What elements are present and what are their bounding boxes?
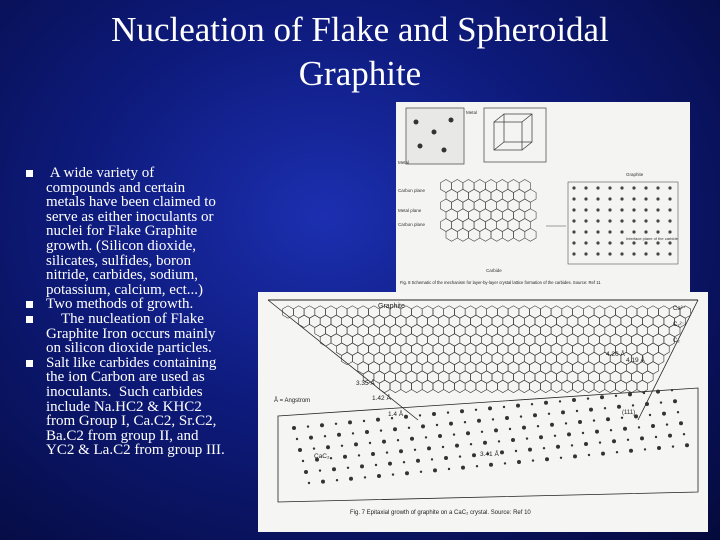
figure-7-drawing — [258, 292, 708, 532]
fig8-label-interface: Interface plane of the carbide — [626, 236, 678, 241]
bullet-line: Ba.C2 from group II, and — [46, 427, 199, 444]
bullet-line: on silicon dioxide particles. — [46, 340, 212, 357]
bullet-square-icon — [26, 360, 33, 367]
fig8-lattice-box — [484, 108, 546, 162]
fig8-metal-box — [406, 108, 464, 164]
title-line-1: Nucleation of Flake and Spheroidal — [111, 10, 609, 49]
fig8-label-carbide: Carbide — [486, 268, 502, 273]
bullet-line: inoculants. Such carbides — [46, 383, 203, 400]
bullet-line: Two methods of growth. — [46, 296, 194, 313]
fig8-right-box — [568, 182, 678, 264]
fig7-label-angstrom: Å = Angstrom — [274, 398, 311, 404]
figure-8-schematic — [396, 102, 690, 292]
fig8-caption: Fig. 8 Schematic of the mechanism for layer-by-layer crystal lattice formation of the carbides. Source: Ref 11 — [400, 280, 601, 285]
fig8-label-metal-top: Metal — [466, 110, 478, 115]
title-line-2: Graphite — [298, 54, 422, 93]
bullet-square-icon — [26, 316, 33, 323]
fig7-label-ion3: C₂ — [673, 338, 680, 344]
fig8-label-metal-left: Metal — [398, 160, 410, 165]
fig7-label-d2: 4.19 Å — [626, 357, 645, 364]
bullet-line: nuclei for Flake Graphite — [46, 223, 198, 240]
bullet-square-icon — [26, 301, 33, 308]
bullet-line: The nucleation of Flake — [46, 310, 204, 327]
bullet-line: from Group I, Ca.C2, Sr.C2, — [46, 413, 217, 430]
fig8-dot-grid — [572, 186, 671, 255]
bullet-line: include Na.HC2 & KHC2 — [46, 398, 202, 415]
bullet-line: Graphite Iron occurs mainly — [46, 325, 216, 342]
bullet-item — [26, 297, 266, 312]
fig8-label-metal-plane: Metal plane — [398, 208, 422, 213]
fig8-label-graphite: Graphite — [626, 172, 644, 177]
fig7-label-cac2: CaC₂ — [314, 453, 330, 460]
bullet-line: YC2 & La.C2 from group III. — [46, 442, 225, 459]
figure-8-drawing — [396, 102, 690, 292]
bullet-line: A wide variety of — [46, 165, 155, 181]
fig7-caption: Fig. 7 Epitaxial growth of graphite on a CaC₂ crystal. Source: Ref 10 — [350, 510, 531, 516]
bullet-line: Salt like carbides containing — [46, 354, 217, 371]
fig7-label-ion2: C₂²⁻ — [673, 322, 685, 328]
bullet-line: silicates, sulfides, boron — [46, 252, 191, 269]
bullet-line: compounds and certain — [46, 179, 186, 196]
fig8-label-carbon-plane: Carbon plane — [398, 188, 426, 193]
fig7-crystal-atoms — [292, 389, 689, 484]
fig7-label-graphite: Graphite — [378, 303, 405, 310]
fig7-label-d3: 3.35 Å — [356, 380, 375, 387]
fig7-label-d1: 4.26 Å — [606, 351, 625, 358]
bullet-line: metals have been claimed to — [46, 194, 216, 211]
bullet-item — [26, 356, 266, 458]
bullet-list — [26, 166, 266, 458]
fig7-graphite-hex-lattice — [283, 306, 691, 393]
fig8-cube-lattice — [494, 114, 532, 150]
fig7-label-d4: 1.42 Å — [372, 395, 391, 402]
bullet-square-icon — [26, 170, 33, 177]
bullet-item — [26, 166, 266, 297]
fig8-hex-lattice — [440, 180, 536, 242]
fig7-label-miller: (111) — [622, 410, 636, 416]
bullet-line: potassium, calcium, ect...) — [46, 281, 204, 298]
figure-7-epitaxial-growth — [258, 292, 708, 532]
bullet-line: the ion Carbon are used as — [46, 369, 205, 386]
bullet-line: nitride, carbides, sodium, — [46, 267, 199, 284]
fig7-crystal-plane — [278, 388, 698, 502]
fig7-label-d5: 1.4 Å — [388, 411, 404, 418]
bullet-line: growth. (Silicon dioxide, — [46, 237, 196, 254]
slide-title — [30, 8, 690, 96]
fig8-label-carbon-plane-2: Carbon plane — [398, 222, 426, 227]
bullet-item — [26, 312, 266, 356]
bullet-line: serve as either inoculants or — [46, 208, 214, 225]
fig7-label-d6: 3.41 Å — [480, 451, 499, 458]
fig7-label-ion1: Ca²⁺ — [673, 306, 686, 312]
